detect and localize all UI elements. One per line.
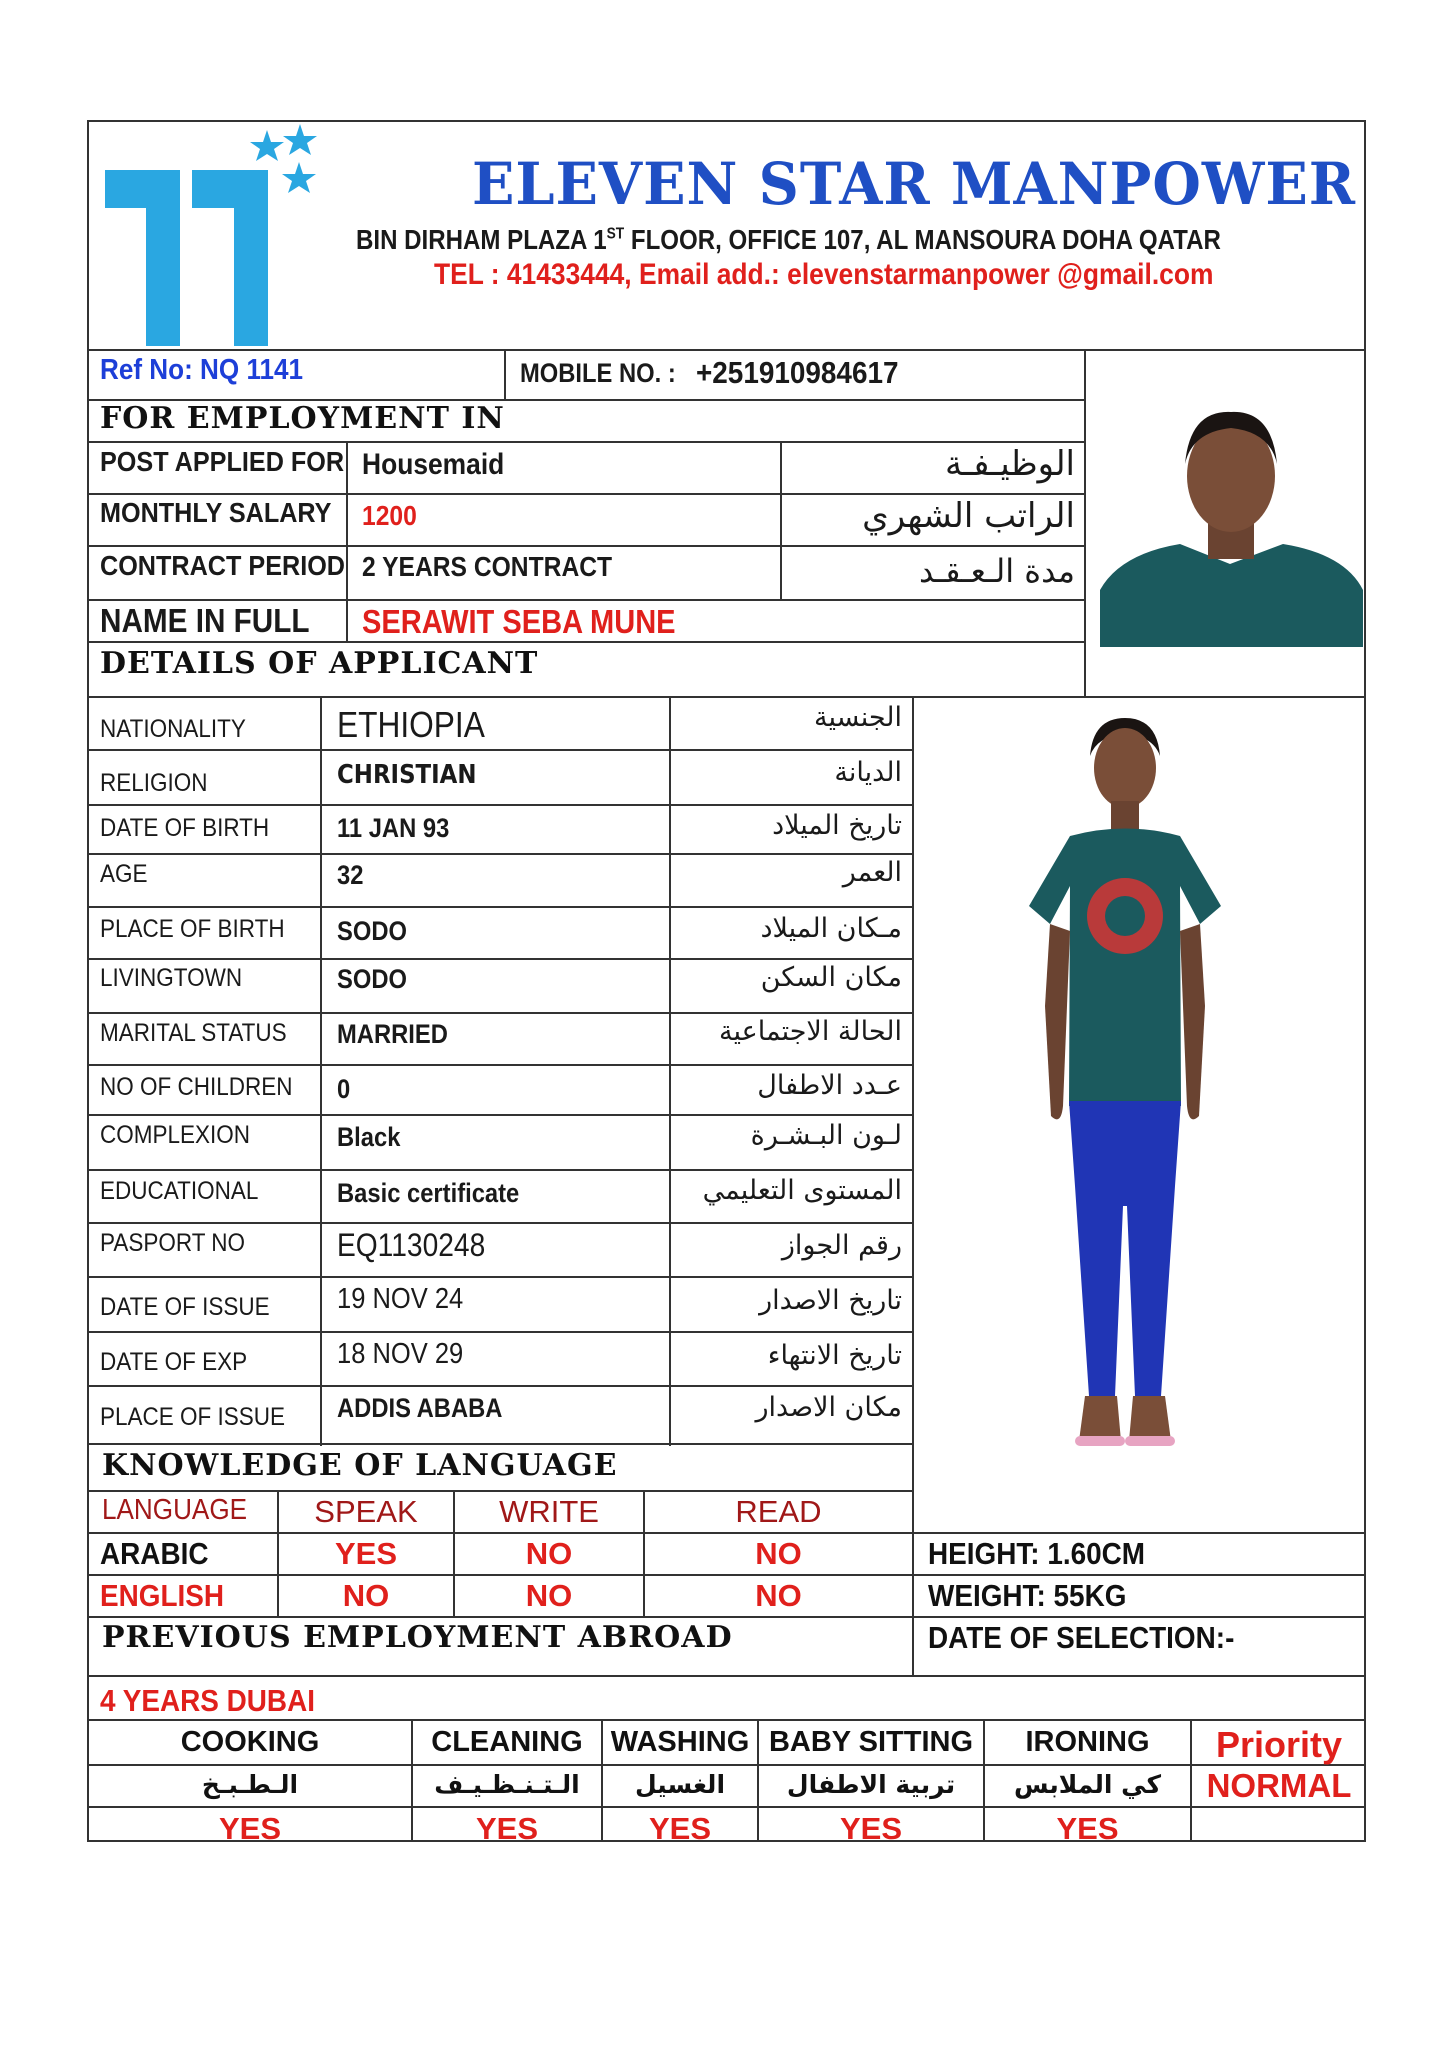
label-complexion: COMPLEXION [100,1121,251,1149]
divider [346,441,348,641]
label-nationality: NATIONALITY [100,715,246,743]
label-monthly-salary: MONTHLY SALARY [100,497,332,528]
previous-employment-value: 4 YEARS DUBAI [100,1683,315,1718]
value-date-of-issue: 19 NOV 24 [337,1283,464,1315]
divider [87,853,913,855]
skill-washing-value: YES [648,1811,712,1846]
skill-baby-sitting-value: YES [839,1811,903,1846]
star-icon [283,124,317,155]
english-write: NO [525,1578,573,1613]
divider [87,599,1085,601]
divider [87,545,1085,547]
skill-washing-arabic: الغسيل [634,1770,726,1799]
value-place-of-birth: SODO [337,916,407,946]
skill-cleaning-value: YES [475,1811,539,1846]
divider [87,804,913,806]
value-livingtown: SODO [337,964,407,994]
section-title-details: DETAILS OF APPLICANT [100,646,539,681]
arabic-educational: المستوى التعليمي [702,1175,902,1206]
divider [87,1443,913,1445]
label-educational: EDUCATIONAL [100,1177,259,1205]
label-name-in-full: NAME IN FULL [100,602,310,639]
value-contract-period: 2 YEARS CONTRACT [362,551,613,582]
divider [87,1169,913,1171]
divider [87,1331,913,1333]
company-contact: TEL : 41433444, Email add.: elevenstarmanpower @gmail.com [434,258,1214,291]
skill-cleaning-arabic: الـتـنـظـيـف [434,1770,580,1799]
divider [87,1385,913,1387]
divider [87,1012,913,1014]
company-logo [100,122,320,352]
value-date-of-birth: 11 JAN 93 [337,813,450,843]
arabic-nationality: الجنسية [813,702,902,733]
divider [669,696,671,1446]
section-title-language: KNOWLEDGE OF LANGUAGE [102,1448,618,1483]
date-of-selection: DATE OF SELECTION:- [928,1620,1235,1655]
skill-cooking: COOKING [180,1726,320,1758]
divider [87,1490,913,1492]
priority-value: NORMAL [1206,1767,1352,1804]
label-passport-no: PASPORT NO [100,1229,246,1257]
skill-ironing: IRONING [1025,1726,1150,1758]
value-name-in-full: SERAWIT SEBA MUNE [362,603,676,640]
arabic-date-of-birth: تاريخ الميلاد [772,810,902,841]
label-post-applied: POST APPLIED FOR [100,446,345,477]
value-monthly-salary: 1200 [362,500,417,531]
address-text-rest: FLOOR, OFFICE 107, AL MANSOURA DOHA QATAR [624,224,1221,255]
divider [87,1675,1366,1677]
language-header-read: READ [735,1494,822,1529]
arabic-read: NO [755,1536,802,1571]
star-icon [250,130,284,161]
label-livingtown: LIVINGTOWN [100,964,243,992]
label-religion: RELIGION [100,769,208,797]
height-value: HEIGHT: 1.60CM [928,1536,1146,1571]
language-english: ENGLISH [100,1578,225,1613]
left-arm [1045,924,1070,1119]
value-marital-status: MARRIED [337,1019,448,1049]
value-religion: CHRISTIAN [337,760,477,790]
value-educational: Basic certificate [337,1178,520,1208]
left-foot [1079,1396,1121,1441]
skill-ironing-arabic: كي الملابس [1014,1770,1161,1799]
skill-cooking-arabic: الـطـبـخ [201,1770,299,1799]
divider [87,696,1366,698]
label-no-of-children: NO OF CHILDREN [100,1073,293,1101]
label-place-of-issue: PLACE OF ISSUE [100,1403,286,1431]
arabic-post-applied: الوظيـفـة [944,444,1075,484]
arabic-write: NO [525,1536,573,1571]
divider [87,749,913,751]
arabic-marital-status: الحالة الاجتماعية [719,1016,902,1047]
english-read: NO [755,1578,802,1613]
right-arm [1180,924,1205,1119]
value-nationality: ETHIOPIA [337,704,485,745]
arabic-passport-no: رقم الجواز [781,1230,902,1261]
divider [780,441,782,599]
language-header-speak: SPEAK [314,1494,418,1529]
left-sandal [1075,1436,1125,1446]
language-arabic: ARABIC [100,1536,209,1571]
skill-baby-sitting-arabic: تربية الاطفال [786,1770,956,1799]
value-complexion: Black [337,1122,401,1152]
divider [87,441,1085,443]
right-foot [1129,1396,1171,1441]
face [1094,728,1156,808]
divider [87,641,1085,643]
shoulders [1100,544,1363,647]
divider [87,1806,1366,1808]
label-date-of-birth: DATE OF BIRTH [100,814,270,842]
skill-cooking-value: YES [218,1811,282,1846]
skill-ironing-value: YES [1056,1811,1119,1846]
mobile-value: +251910984617 [696,355,899,390]
company-address [356,224,1221,256]
arabic-monthly-salary: الراتب الشهري [862,496,1075,536]
arabic-no-of-children: عـدد الاطفال [757,1070,902,1101]
divider [87,1064,913,1066]
value-age: 32 [337,860,364,890]
arabic-date-of-issue: تاريخ الاصدار [759,1285,902,1316]
shirt-print-inner [1105,896,1145,936]
divider [87,1764,1366,1766]
ref-number: Ref No: NQ 1141 [100,354,304,386]
divider [87,1222,913,1224]
arabic-date-of-exp: تاريخ الانتهاء [767,1340,902,1371]
label-place-of-birth: PLACE OF BIRTH [100,915,285,943]
language-header-write: WRITE [499,1494,599,1529]
weight-value: WEIGHT: 55KG [928,1578,1127,1613]
arabic-age: العمر [842,857,902,888]
divider [87,958,913,960]
logo-number-one-left [105,170,180,346]
label-contract-period: CONTRACT PERIOD [100,550,346,581]
arabic-complexion: لـون البـشـرة [750,1120,902,1151]
arabic-contract-period: مدة الـعـقـد [918,552,1075,590]
english-speak: NO [342,1578,390,1613]
value-passport-no: EQ1130248 [337,1227,486,1263]
value-place-of-issue: ADDIS ABABA [337,1393,503,1423]
address-text: BIN DIRHAM PLAZA 1 [356,224,607,255]
language-header-language: LANGUAGE [102,1494,248,1526]
divider [504,349,506,401]
value-post-applied: Housemaid [362,448,505,481]
divider [87,349,1366,351]
skill-cleaning: CLEANING [431,1726,583,1758]
applicant-full-body-photo [975,706,1275,1456]
divider [87,1276,913,1278]
divider [87,1719,1366,1721]
right-sandal [1125,1436,1175,1446]
divider [1084,349,1086,697]
skill-baby-sitting: BABY SITTING [768,1726,974,1758]
label-date-of-exp: DATE OF EXP [100,1348,248,1376]
company-name: ELEVEN STAR MANPOWER [472,150,1356,218]
arabic-livingtown: مكان السكن [760,962,902,993]
divider [87,493,1085,495]
star-icon [282,162,316,193]
skill-washing: WASHING [610,1726,750,1758]
neck [1111,801,1139,829]
logo-number-one-right [192,170,268,346]
divider [87,1114,913,1116]
section-title-employment: FOR EMPLOYMENT IN [100,401,505,436]
divider [320,696,322,1446]
section-title-previous-employment: PREVIOUS EMPLOYMENT ABROAD [102,1620,733,1655]
label-age: AGE [100,860,148,888]
address-superscript: ST [606,225,625,243]
label-marital-status: MARITAL STATUS [100,1019,287,1047]
value-no-of-children: 0 [337,1074,351,1104]
arabic-religion: الديانة [834,757,902,788]
mobile-label: MOBILE NO. : [520,358,676,388]
applicant-headshot [1100,404,1363,647]
jeans [1069,1101,1181,1396]
arabic-place-of-issue: مكان الاصدار [755,1392,902,1423]
value-date-of-exp: 18 NOV 29 [337,1338,464,1370]
divider [912,696,914,1676]
divider [87,906,913,908]
priority-label: Priority [1215,1724,1343,1765]
label-date-of-issue: DATE OF ISSUE [100,1293,270,1321]
arabic-speak: YES [334,1536,398,1571]
arabic-place-of-birth: مـكان الميلاد [760,913,902,944]
